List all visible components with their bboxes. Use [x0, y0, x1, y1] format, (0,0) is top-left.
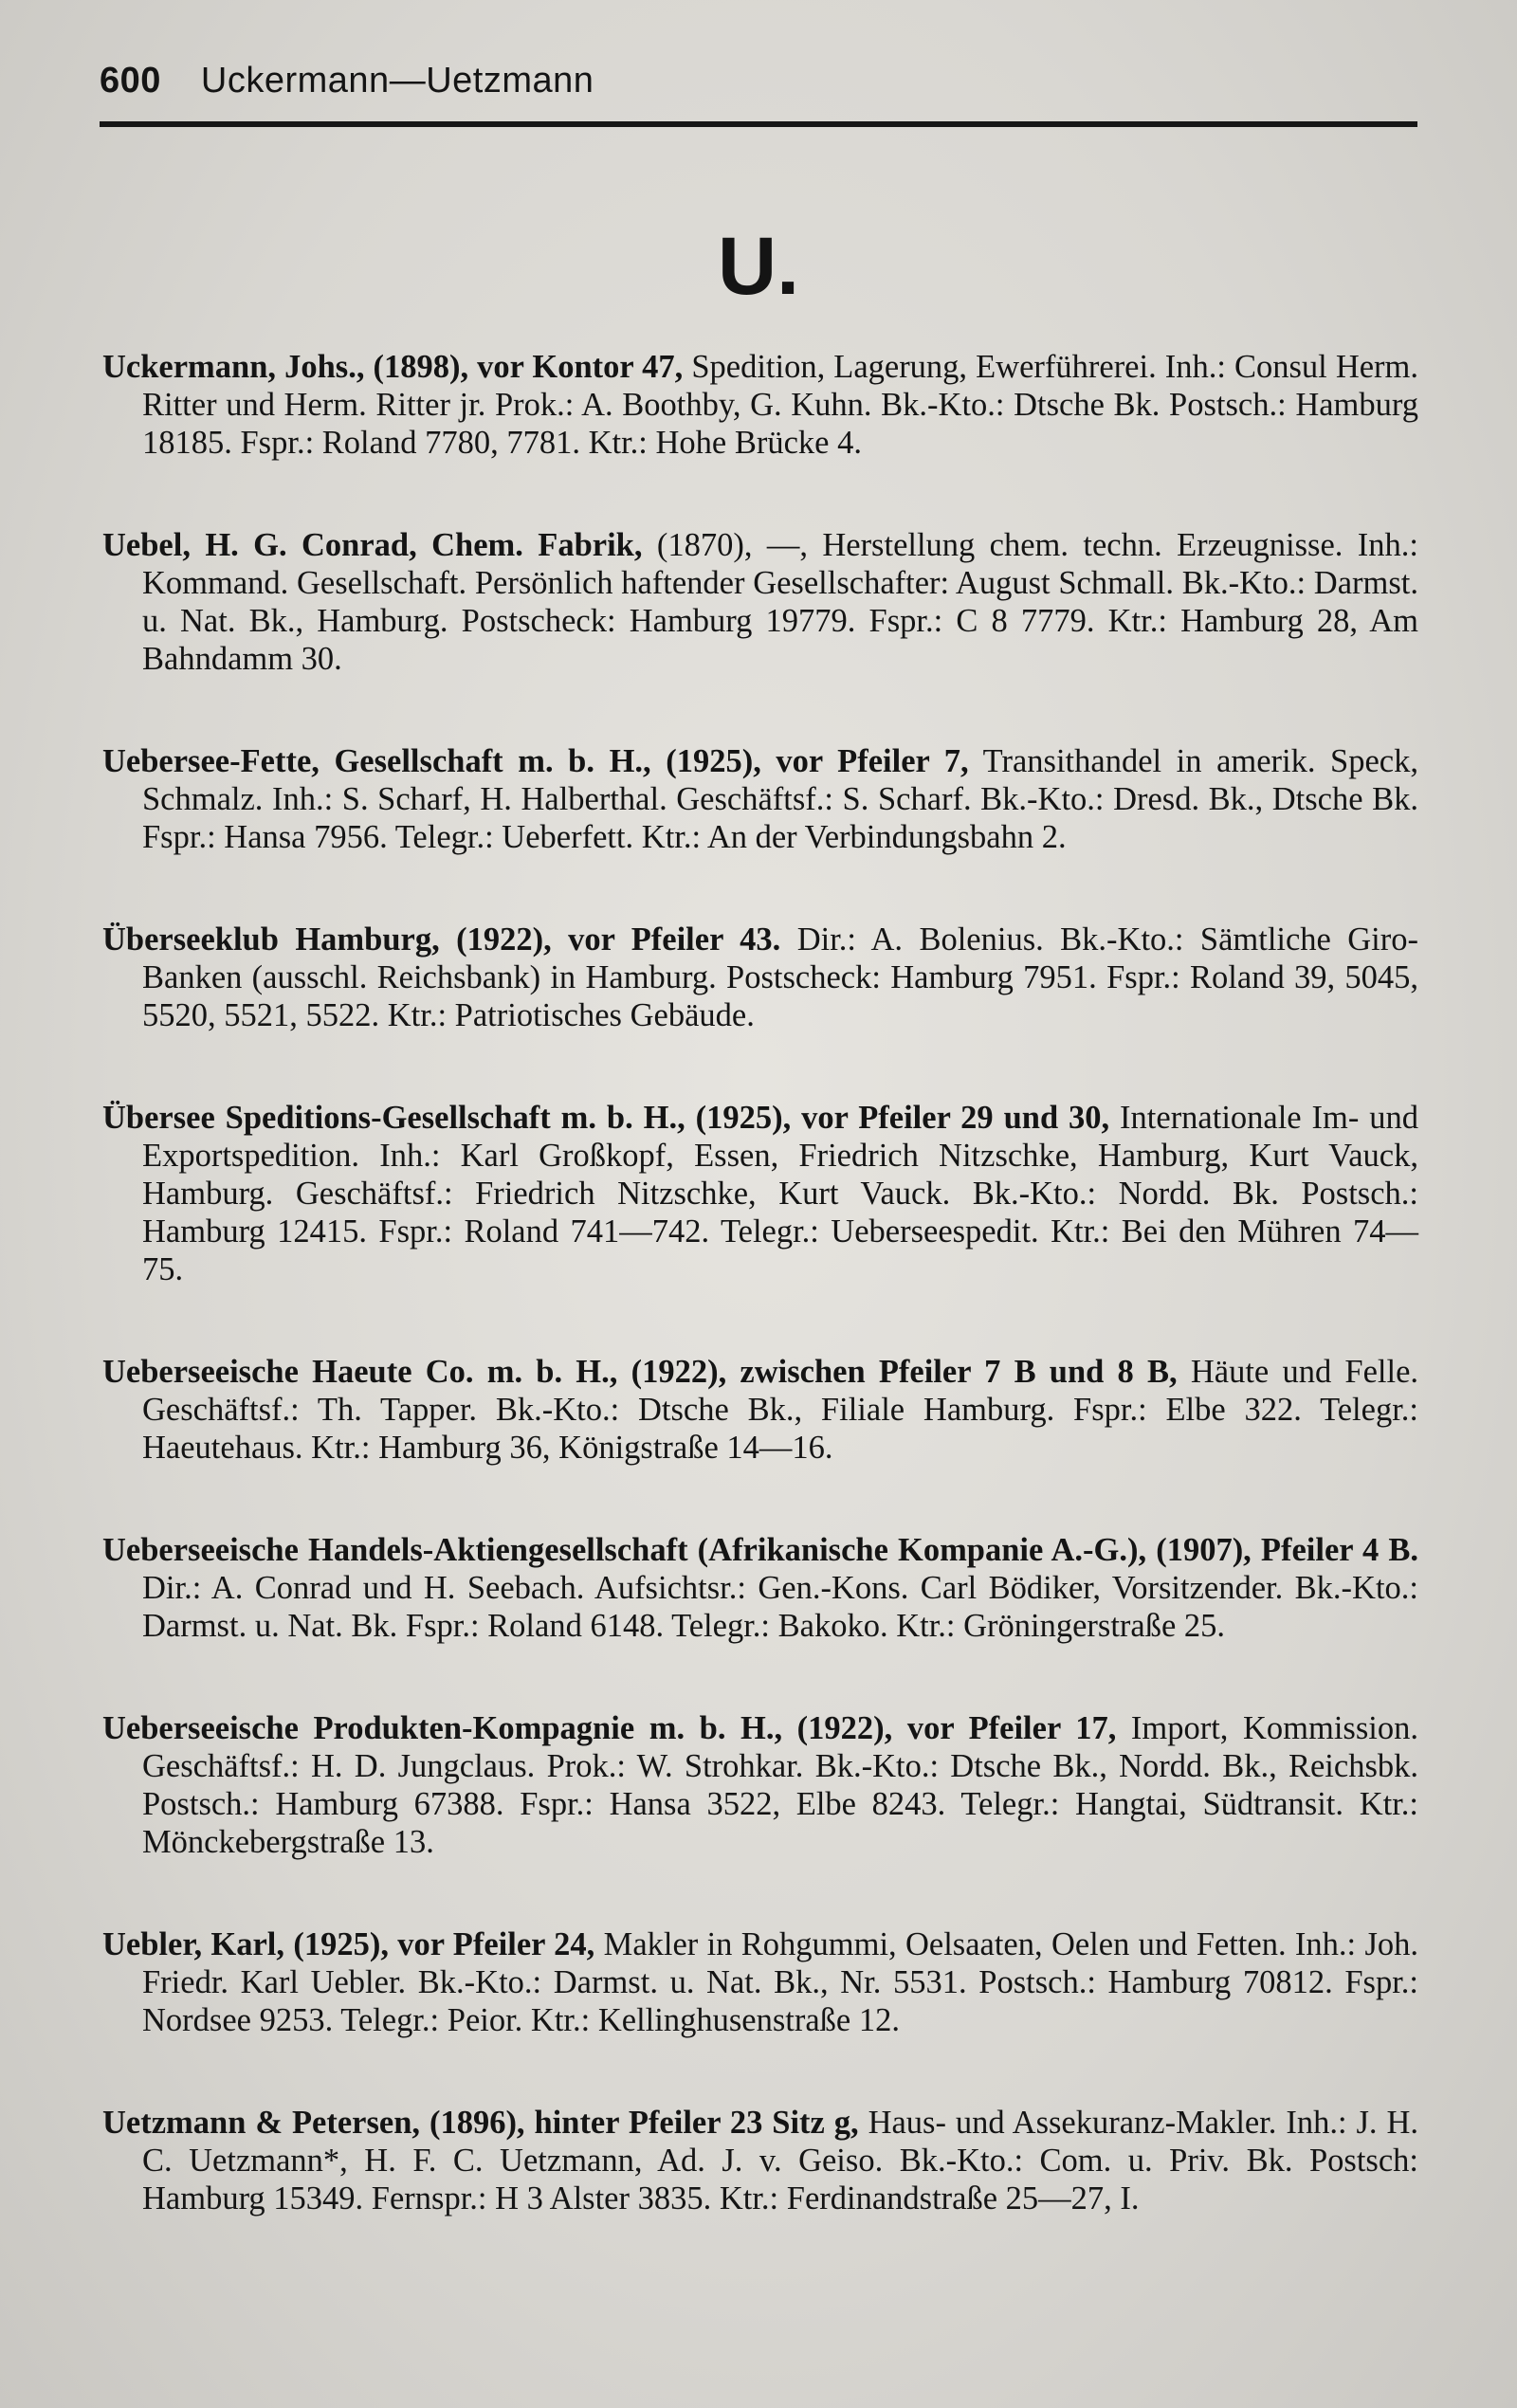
entry-lead: Ueberseeische Haeute Co. m. b. H., (1922), zwischen Pfeiler 7 B und 8 B, [102, 1353, 1178, 1390]
directory-entry [102, 921, 1418, 1034]
directory-entry [102, 2104, 1418, 2217]
entry-lead: Uebler, Karl, (1925), vor Pfeiler 24, [102, 1925, 595, 1962]
entry-lead: Uckermann, Johs., (1898), vor Kontor 47, [102, 348, 684, 385]
entry-body: Import, Kommission. Geschäftsf.: H. D. Jungclaus. Prok.: W. Strohkar. Bk.-Kto.: Dtsche Bk., Nordd. Bk., Reichsbk. Postsch.: Hamburg 67388. Fspr.: Hansa 3522, Elbe 8243. Telegr.: Hangtai, Südtransit. Ktr.: Mönckebergstraße 13. [142, 1709, 1418, 1860]
header-rule [100, 121, 1417, 127]
entry-lead: Uetzmann & Petersen, (1896), hinter Pfeiler 23 Sitz g, [102, 2104, 859, 2141]
entry-list [102, 315, 1418, 2282]
directory-entry [102, 1099, 1418, 1288]
entry-lead: Ueberseeische Handels-Aktiengesellschaft (Afrikanische Kompanie A.-G.), (1907), Pfeiler 4 B. [102, 1531, 1418, 1568]
entry-lead: Überseeklub Hamburg, (1922), vor Pfeiler 43. [102, 921, 781, 958]
entry-body: Internationale Im- und Exportspedition. Inh.: Karl Großkopf, Essen, Friedrich Nitzschke, Hamburg, Kurt Vauck, Hamburg. Geschäftsf.: Friedrich Nitzschke, Kurt Vauck. Bk.-Kto.: Nordd. Bk. Postsch.: Hamburg 12415. Fspr.: Roland 741—742. Telegr.: Ueberseespedit. Ktr.: Bei den Mühren 74—75. [142, 1099, 1418, 1287]
directory-entry [102, 1531, 1418, 1645]
entry-body: Spedition, Lagerung, Ewerführerei. Inh.: Consul Herm. Ritter und Herm. Ritter jr. Prok.: A. Boothby, G. Kuhn. Bk.-Kto.: Dtsche Bk. Postsch.: Hamburg 18185. Fspr.: Roland 7780, 7781. Ktr.: Hohe Brücke 4. [142, 348, 1418, 461]
entry-body: Haus- und Assekuranz-Makler. Inh.: J. H. C. Uetzmann*, H. F. C. Uetzmann, Ad. J. v. Geiso. Bk.-Kto.: Com. u. Priv. Bk. Postsch: Hamburg 15349. Fernspr.: H 3 Alster 3835. Ktr.: Ferdinandstraße 25—27, I. [142, 2104, 1419, 2216]
entry-body: Transithandel in amerik. Speck, Schmalz. Inh.: S. Scharf, H. Halberthal. Geschäftsf.: S. Scharf. Bk.-Kto.: Dresd. Bk., Dtsche Bk. Fspr.: Hansa 7956. Telegr.: Ueberfett. Ktr.: An der Verbindungsbahn 2. [142, 742, 1418, 855]
entry-body: Makler in Rohgummi, Oelsaaten, Oelen und Fetten. Inh.: Joh. Friedr. Karl Uebler. Bk.-Kto.: Darmst. u. Nat. Bk., Nr. 5531. Postsch.: Hamburg 70812. Fspr.: Nordsee 9253. Telegr.: Peior. Ktr.: Kellinghusenstraße 12. [142, 1925, 1418, 2038]
directory-entry [102, 348, 1418, 462]
running-title: Uckermann—Uetzmann [200, 61, 594, 100]
page-number: 600 [100, 61, 161, 100]
entry-lead: Uebersee-Fette, Gesellschaft m. b. H., (1925), vor Pfeiler 7, [102, 742, 969, 779]
directory-entry [102, 742, 1418, 856]
entry-body: Häute und Felle. Geschäftsf.: Th. Tapper. Bk.-Kto.: Dtsche Bk., Filiale Hamburg. Fspr.: Elbe 322. Telegr.: Haeutehaus. Ktr.: Hamburg 36, Königstraße 14—16. [142, 1353, 1419, 1466]
directory-entry [102, 526, 1418, 678]
directory-entry [102, 1353, 1418, 1467]
entry-body: Dir.: A. Bolenius. Bk.-Kto.: Sämtliche Giro-Banken (ausschl. Reichsbank) in Hamburg. Postscheck: Hamburg 7951. Fspr.: Roland 39, 5045, 5520, 5521, 5522. Ktr.: Patriotisches Gebäude. [142, 921, 1418, 1033]
directory-entry [102, 1925, 1418, 2039]
running-header [100, 61, 1417, 101]
section-letter: U. [718, 221, 799, 312]
entry-lead: Ueberseeische Produkten-Kompagnie m. b. H., (1922), vor Pfeiler 17, [102, 1709, 1117, 1746]
directory-entry [102, 1709, 1418, 1861]
entry-lead: Uebel, H. G. Conrad, Chem. Fabrik, [102, 526, 643, 563]
entry-lead: Übersee Speditions-Gesellschaft m. b. H., (1925), vor Pfeiler 29 und 30, [102, 1099, 1110, 1136]
entry-body: (1870), —, Herstellung chem. techn. Erzeugnisse. Inh.: Kommand. Gesellschaft. Persönlich haftender Gesellschafter: August Schmall. Bk.-Kto.: Darmst. u. Nat. Bk., Hamburg. Postscheck: Hamburg 19779. Fspr.: C 8 7779. Ktr.: Hamburg 28, Am Bahndamm 30. [142, 526, 1418, 677]
entry-body: Dir.: A. Conrad und H. Seebach. Aufsichtsr.: Gen.-Kons. Carl Bödiker, Vorsitzender. Bk.-Kto.: Darmst. u. Nat. Bk. Fspr.: Roland 6148. Telegr.: Bakoko. Ktr.: Gröningerstraße 25. [142, 1569, 1418, 1644]
